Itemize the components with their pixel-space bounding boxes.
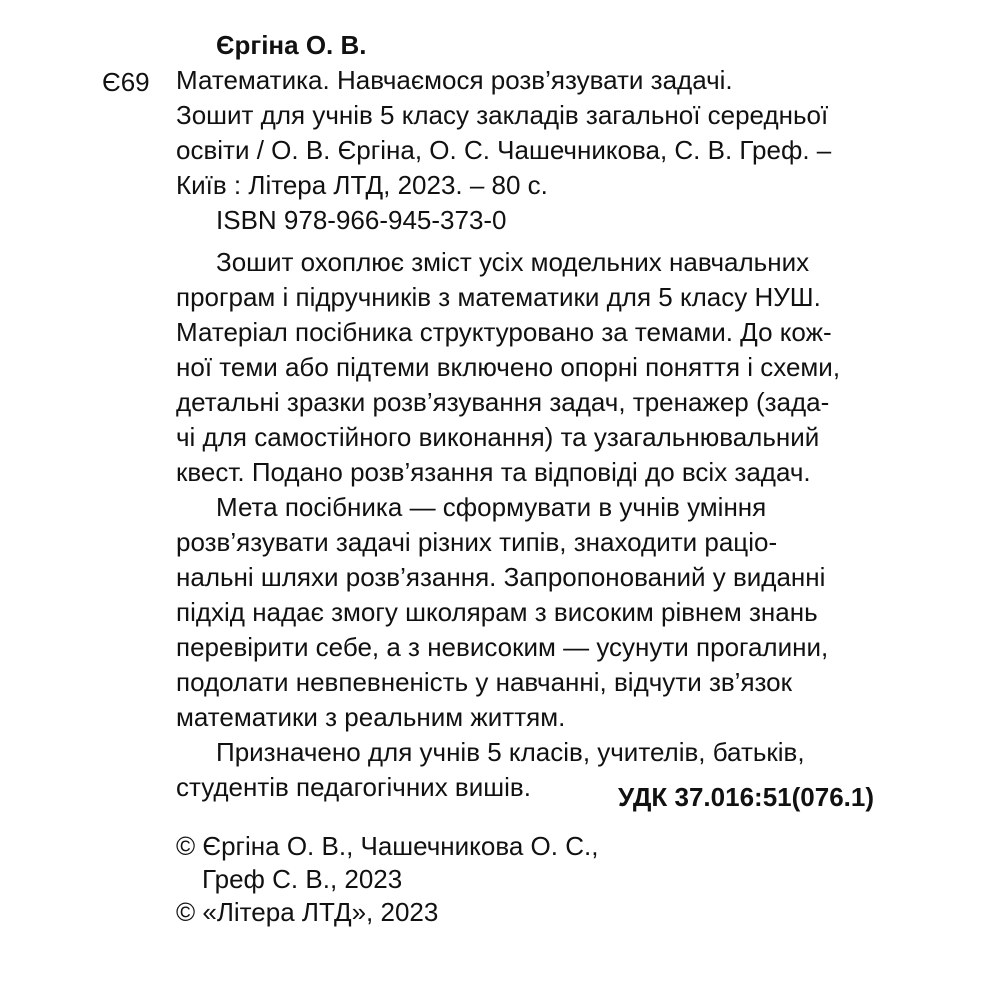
text-line: Матеріал посібника структуровано за темами. До кож- (176, 317, 832, 347)
annotation-paragraph-1 (176, 245, 876, 490)
biblio-line: Зошит для учнів 5 класу закладів загальної середньої (176, 100, 829, 130)
copyright-line: © «Літера ЛТД», 2023 (176, 897, 439, 927)
text-line: чі для самостійного виконання) та узагальнювальний (176, 422, 820, 452)
text-line: подолати невпевненість у навчанні, відчути зв’язок (176, 667, 793, 697)
text-line: підхід надає змогу школярам з високим рівнем знань (176, 597, 818, 627)
author-sign: Є69 (102, 67, 150, 97)
biblio-line: Математика. Навчаємося розв’язувати задачі. (176, 65, 733, 95)
text-line: Зошит охоплює зміст усіх модельних навчальних (216, 247, 810, 277)
annotation (176, 245, 876, 805)
text-line: Призначено для учнів 5 класів, учителів, батьків, (216, 737, 805, 767)
text-line: ної теми або підтеми включено опорні поняття і схеми, (176, 352, 841, 382)
copyright-line: © Єргіна О. В., Чашечникова О. С., (176, 831, 599, 861)
isbn: ISBN 978-966-945-373-0 (216, 205, 507, 235)
copyright-line: Греф С. В., 2023 (202, 864, 403, 894)
biblio-line: Київ : Літера ЛТД, 2023. – 80 с. (176, 170, 548, 200)
text-line: Мета посібника — сформувати в учнів уміння (216, 492, 767, 522)
text-line: нальні шляхи розв’язання. Запропонований у виданні (176, 562, 826, 592)
author-name: Єргіна О. В. (216, 30, 367, 60)
text-line: перевірити себе, а з невисоким — усунути прогалини, (176, 632, 829, 662)
udk-code: УДК 37.016:51(076.1) (618, 782, 874, 812)
text-line: розв’язувати задачі різних типів, знаходити раціо- (176, 527, 778, 557)
bibliographic-record (176, 28, 876, 238)
copyright-notice (176, 830, 876, 929)
annotation-paragraph-2 (176, 490, 876, 735)
text-line: математики з реальним життям. (176, 702, 566, 732)
biblio-line: освіти / О. В. Єргіна, О. С. Чашечникова, С. В. Греф. – (176, 135, 832, 165)
author-heading (176, 28, 876, 63)
text-line: квест. Подано розв’язання та відповіді до всіх задач. (176, 457, 811, 487)
text-line: програм і підручників з математики для 5 класу НУШ. (176, 282, 821, 312)
text-line: детальні зразки розв’язування задач, тренажер (зада- (176, 387, 830, 417)
text-line: студентів педагогічних вишів. (176, 772, 531, 802)
